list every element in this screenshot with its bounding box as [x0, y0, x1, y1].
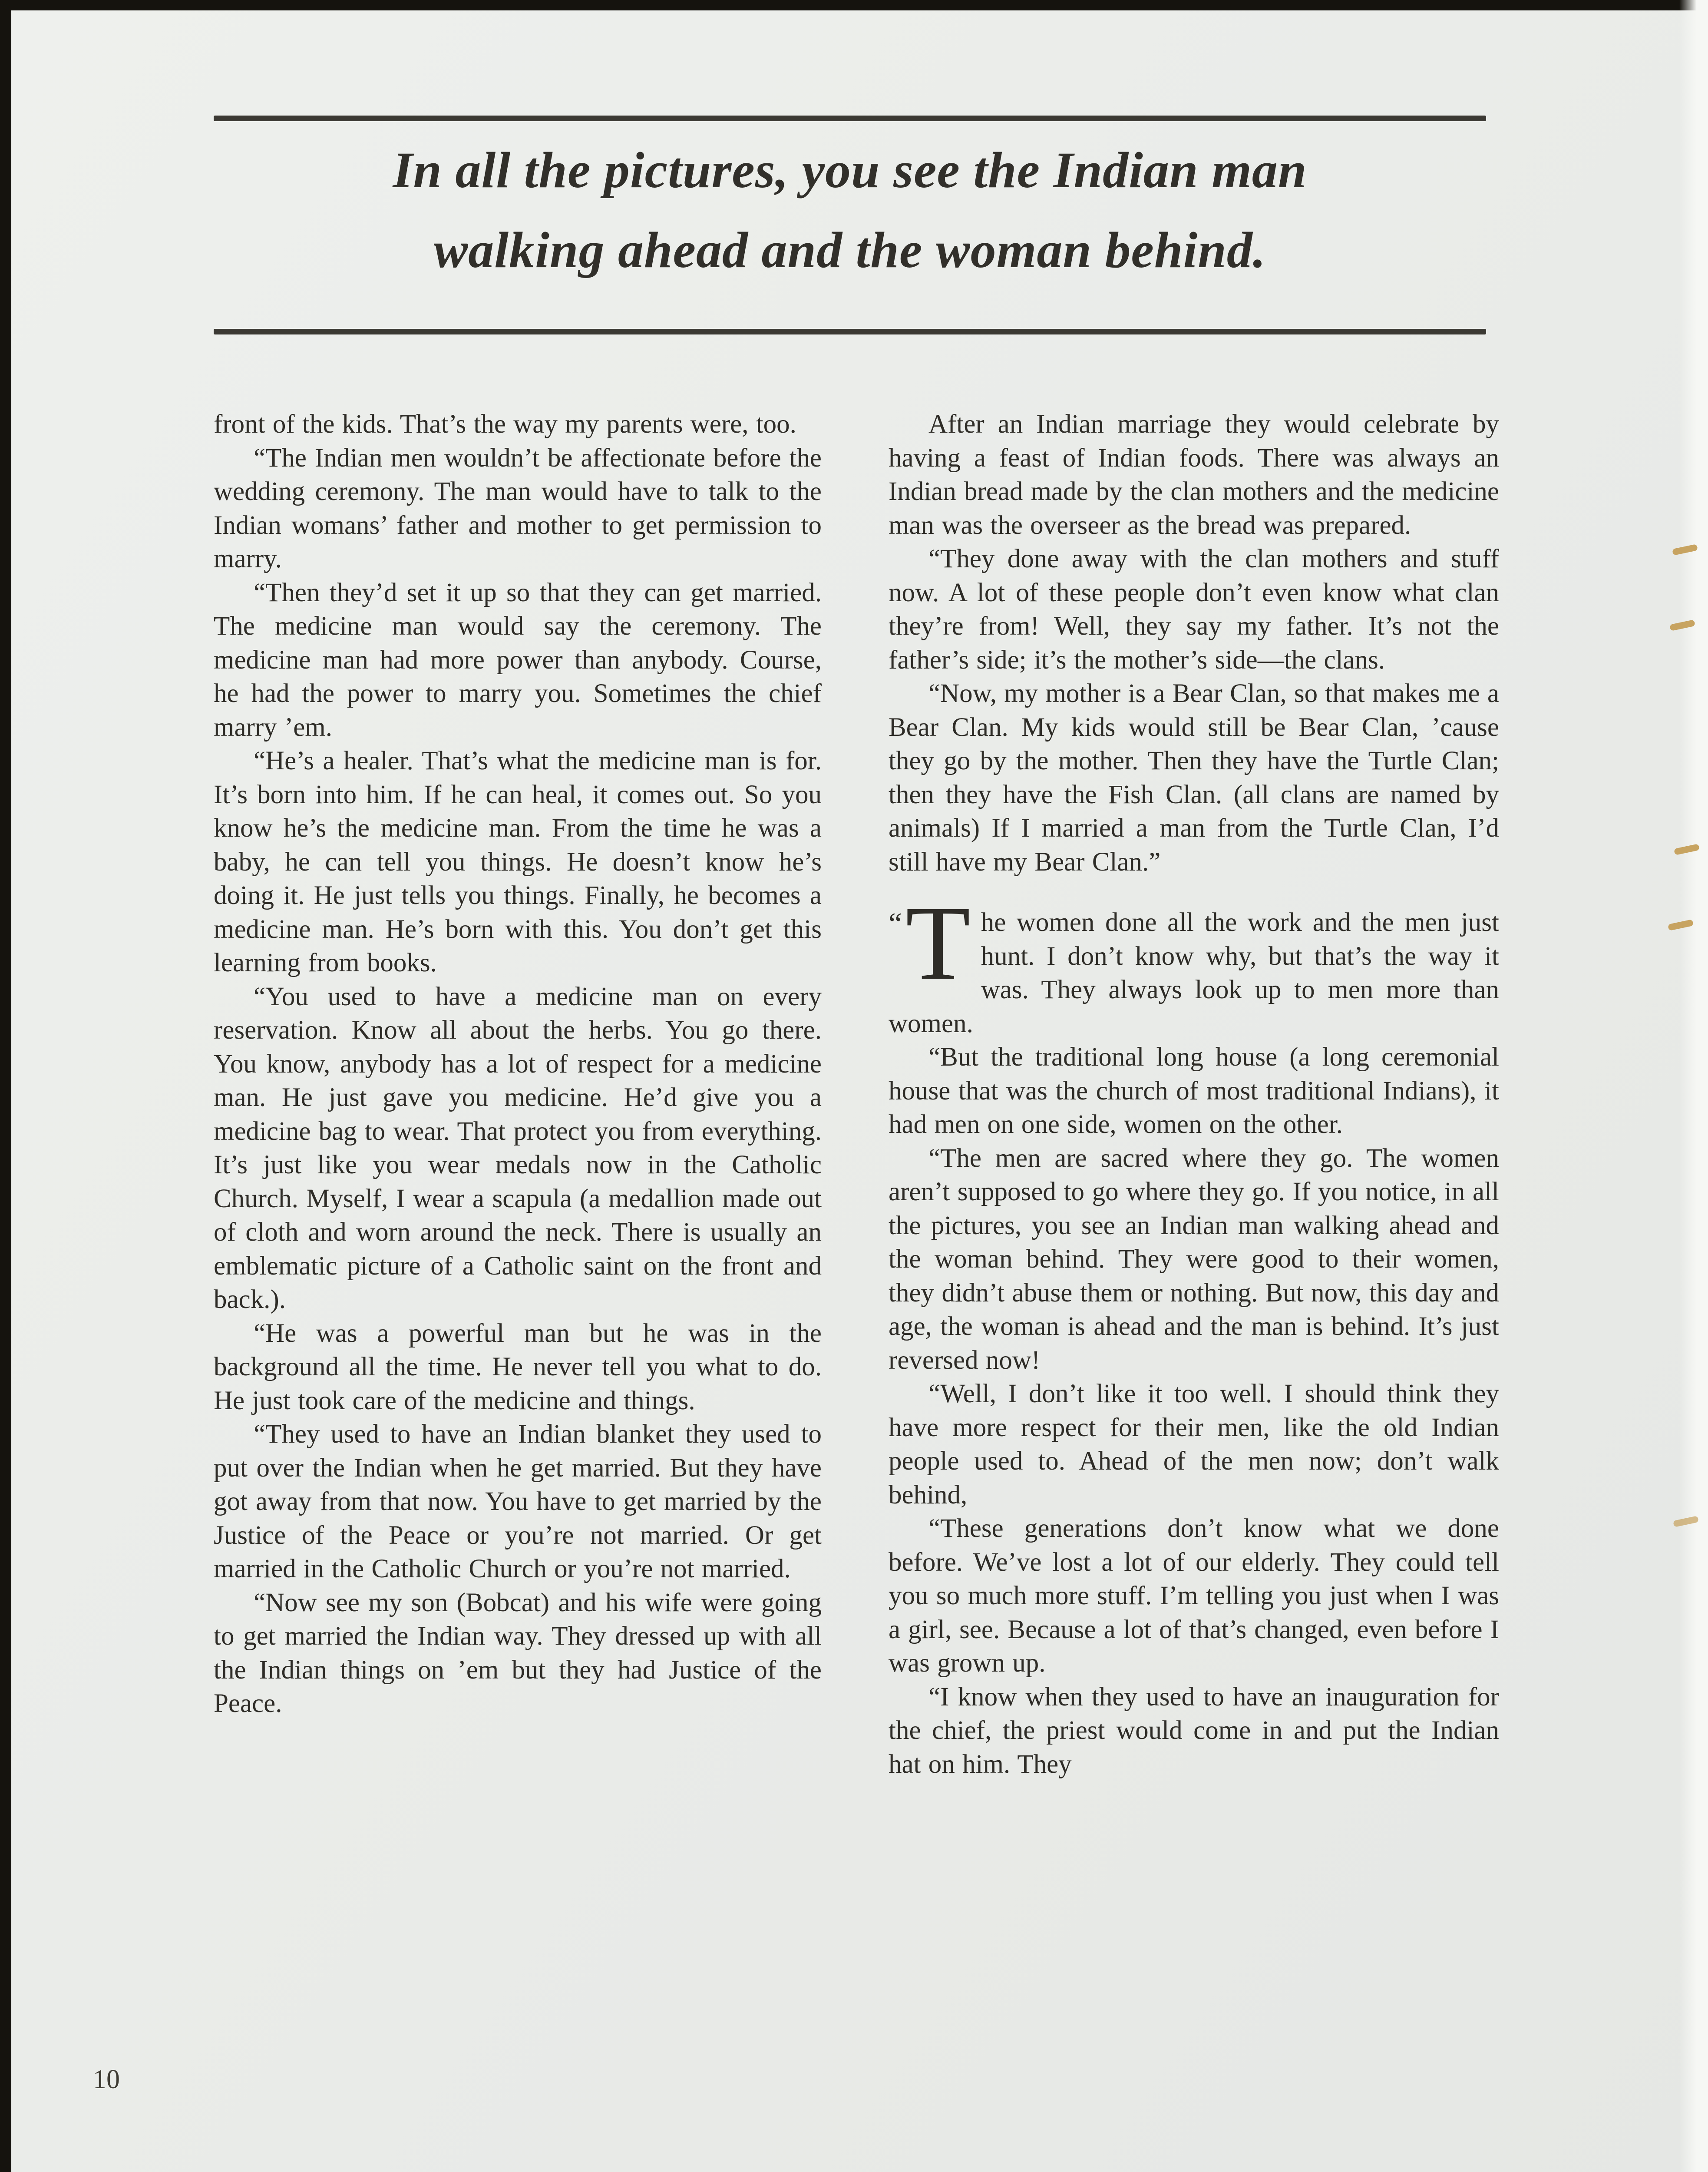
- body-text-paragraph: “They done away with the clan mothers and stuff now. A lot of these people don’t even know what clan they’re from! Well, they say my father. It’s not the father’s side; it’s the mother’s side—the clans.: [889, 544, 1499, 675]
- right-column: [889, 407, 1499, 1781]
- drop-cap-open-quote: “: [889, 907, 902, 940]
- left-column: [214, 407, 822, 1721]
- body-text-paragraph: “I know when they used to have an inauguration for the chief, the priest would come in and put the Indian hat on him. They: [889, 1682, 1499, 1779]
- body-text-paragraph: After an Indian marriage they would celebrate by having a feast of Indian foods. There was always an Indian bread made by the clan mothers and the medicine man was the overseer as the bread was prepared.: [889, 410, 1499, 540]
- drop-cap-text: he women done all the work and the men just hunt. I don’t know why, but that’s the way it was. They always look up to men more than women.: [889, 908, 1499, 1038]
- page-number: 10: [93, 2065, 120, 2094]
- page-edge-highlight: [1679, 0, 1708, 2172]
- scan-edge-left: [0, 0, 11, 2172]
- body-text-paragraph: “The Indian men wouldn’t be affectionate before the wedding ceremony. The man would have to talk to the Indian womans’ father and mother to get permission to marry.: [214, 443, 822, 573]
- pull-quote: [214, 130, 1486, 290]
- body-text-paragraph: “These generations don’t know what we done before. We’ve lost a lot of our elderly. They could tell you so much more stuff. I’m telling you just when I was a girl, see. Because a lot of that’s changed, even before I was grown up.: [889, 1514, 1499, 1678]
- body-text-paragraph: “He’s a healer. That’s what the medicine man is for. It’s born into him. If he can heal, it comes out. So you know he’s the medicine man. From the time he was a baby, he can tell you things. He doesn’t know he’s doing it. He just tells you things. Finally, he becomes a medicine man. He’s born with this. You don’t get this learning from books.: [214, 746, 822, 977]
- body-text-paragraph: “He was a powerful man but he was in the background all the time. He never tell you what to do. He just took care of the medicine and things.: [214, 1318, 822, 1415]
- body-text-paragraph: “You used to have a medicine man on every reservation. Know all about the herbs. You go there. You know, anybody has a lot of respect for a medicine man. He just gave you medicine. He’d give you a medicine bag to wear. That protect you from everything. It’s just like you wear medals now in the Catholic Church. Myself, I wear a scapula (a medallion made out of cloth and worn around the neck. There is usually an emblematic picture of a Catholic saint on the front and back.).: [214, 982, 822, 1314]
- body-text-paragraph: “But the traditional long house (a long ceremonial house that was the church of most traditional Indians), it had men on one side, women on the other.: [889, 1043, 1499, 1139]
- body-text-paragraph: “Now, my mother is a Bear Clan, so that makes me a Bear Clan. My kids would still be Bear Clan, ’cause they go by the mother. Then they have the Turtle Clan; then they have the Fish Clan. (all clans are named by animals) If I married a man from the Turtle Clan, I’d still have my Bear Clan.”: [889, 679, 1499, 877]
- body-text-paragraph: “The men are sacred where they go. The women aren’t supposed to go where they go. If you notice, in all the pictures, you see an Indian man walking ahead and the woman behind. They were good to their women, they didn’t abuse them or nothing. But now, this day and age, the woman is ahead and the man is behind. It’s just reversed now!: [889, 1143, 1499, 1375]
- drop-cap-paragraph: [889, 884, 1499, 1040]
- body-text-paragraph: “They used to have an Indian blanket they used to put over the Indian when he get married. But they have got away from that now. You have to get married by the Justice of the Peace or you’re not married. Or get married in the Catholic Church or you’re not married.: [214, 1420, 822, 1583]
- pull-quote-line-1: In all the pictures, you see the Indian man: [393, 142, 1307, 199]
- pull-quote-rule-top: [214, 116, 1486, 121]
- pull-quote-rule-bottom: [214, 329, 1486, 334]
- body-text-paragraph: “Well, I don’t like it too well. I should think they have more respect for their men, like the old Indian people used to. Ahead of the men now; don’t walk behind,: [889, 1379, 1499, 1510]
- body-text-paragraph: front of the kids. That’s the way my parents were, too.: [214, 410, 796, 439]
- pull-quote-line-2: walking ahead and the woman behind.: [433, 222, 1266, 278]
- body-text-paragraph: “Then they’d set it up so that they can get married. The medicine man would say the ceremony. The medicine man had more power than anybody. Course, he had the power to marry you. Sometimes the chief marry ’em.: [214, 578, 822, 742]
- scan-edge-top: [0, 0, 1708, 10]
- drop-cap-initial: T: [905, 884, 971, 1002]
- body-text-paragraph: “Now see my son (Bobcat) and his wife were going to get married the Indian way. They dressed up with all the Indian things on ’em but they had Justice of the Peace.: [214, 1588, 822, 1718]
